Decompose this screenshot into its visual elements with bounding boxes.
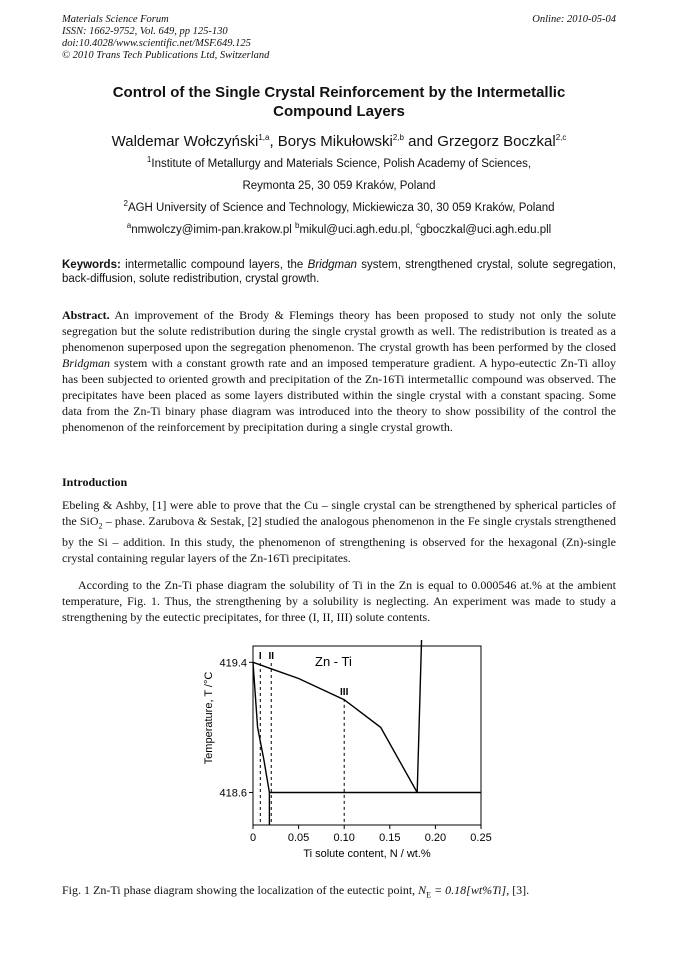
x-tick-label: 0.15 — [379, 832, 401, 844]
title-line-2: Compound Layers — [273, 103, 405, 120]
abstract-italic: Bridgman — [62, 356, 110, 370]
paper-title — [62, 83, 616, 121]
keywords-italic: Bridgman — [307, 259, 357, 271]
x-tick-label: 0.05 — [287, 832, 310, 844]
figure-caption — [62, 883, 529, 899]
email-b[interactable]: mikul@uci.agh.edu.pl, — [299, 224, 416, 236]
author-list — [62, 133, 616, 150]
email-c[interactable]: gboczkal@uci.agh.edu.pll — [419, 224, 552, 236]
x-axis-label: Ti solute content, N / wt.% — [303, 848, 431, 860]
author-1-sup: 1,a — [258, 133, 270, 142]
marker-label: III — [340, 686, 349, 698]
keywords-text-b: system, strengthened crystal, solute segregation, back-diffusion, solute redistribution, crystal growth. — [62, 259, 616, 285]
caption-text: Fig. 1 Zn-Ti phase diagram showing the localization of the eutectic point, — [62, 883, 419, 897]
aff2-text: AGH University of Science and Technology, Mickiewicza 30, 30 059 Kraków, Poland — [127, 202, 555, 214]
caption-eq-rest: = 0.18[wt%Ti] — [431, 883, 507, 897]
caption-eq-sub: E — [426, 890, 432, 900]
section-heading-introduction: Introduction — [62, 475, 128, 489]
marker-label: II — [268, 651, 275, 663]
email-line — [62, 221, 616, 236]
online-date: Online: 2010-05-04 — [532, 14, 616, 25]
x-tick-label: 0.25 — [470, 832, 492, 844]
aff2-sup: 2 — [123, 199, 128, 209]
y-axis-label: Temperature, T /°C — [203, 671, 215, 765]
journal-name: Materials Science Forum — [62, 14, 169, 25]
y-tick-label: 418.6 — [219, 787, 247, 800]
intro-paragraph-2: According to the Zn-Ti phase diagram the solubility of Ti in the Zn is equal to 0.000546 at.% at the ambient temperature, Fig. 1. Thus, the strengthening by a solubility is neglecting. An experiment was made to study a strengthening by the eutectic precipitates, for three (I, II, III) solute contents. — [62, 578, 616, 624]
keywords-label: Keywords: — [62, 259, 121, 271]
aff1-sup: 1 — [146, 155, 152, 165]
email-a[interactable]: nmwolczy@imim-pan.krakow.pl — [131, 224, 292, 236]
intro-paragraph-1 — [62, 497, 616, 566]
marker-label: I — [258, 651, 262, 663]
author-1: Waldemar Wołczyński — [111, 133, 259, 150]
issn-line: ISSN: 1662-9752, Vol. 649, pp 125-130 — [62, 26, 228, 37]
email-b-sup: b — [295, 221, 300, 231]
email-a-sup: a — [126, 221, 132, 231]
affiliation-1-address: Reymonta 25, 30 059 Kraków, Poland — [242, 180, 436, 192]
x-tick-label: 0 — [249, 832, 257, 844]
plot-area — [219, 640, 491, 844]
p1-sub: 2 — [98, 521, 103, 531]
plot-frame — [253, 646, 481, 825]
abstract-text-2: system with a constant growth rate and an imposed temperature gradient. A hypo-eutectic Zn-Ti alloy has been subjected to oriented growth and precipitation of the Zn-16Ti intermetallic compound was observed. The precipitates have been placed as some layers distributed within the single crystal with a constant spacing. Some data from the Zn-Ti binary phase diagram was introduced into the theory to show possibility of the control the phenomenon of the reinforcement by precipitation during a single crystal growth. — [62, 356, 616, 434]
y-tick-label: 419.4 — [219, 657, 247, 670]
series-line — [253, 662, 269, 792]
aff1-text: Institute of Metallurgy and Materials Science, Polish Academy of Sciences, — [151, 158, 532, 170]
p1-text-a: Ebeling & Ashby, [1] were able to prove that the Cu – single crystal can be strengthened by spherical particles of the SiO — [62, 498, 616, 528]
x-tick-label: 0.20 — [424, 832, 447, 844]
phase-diagram-chart — [190, 640, 500, 870]
author-2-sup: 2,b — [392, 133, 404, 142]
x-tick-label: 0.10 — [333, 832, 355, 844]
keywords-text-a: intermetallic compound layers, the — [120, 259, 308, 271]
author-2: , Borys Mikułowski — [269, 133, 393, 150]
email-c-sup: c — [415, 221, 420, 231]
abstract-label: Abstract. — [62, 308, 110, 322]
series-line — [253, 662, 417, 792]
caption-eq-n: N — [418, 883, 427, 897]
doi-line: doi:10.4028/www.scientific.net/MSF.649.125 — [62, 38, 251, 49]
chart-title: Zn - Ti — [315, 654, 352, 669]
keywords — [62, 258, 616, 286]
abstract-text-1: An improvement of the Brody & Flemings theory has been proposed to study not only the solute segregation but the solute redistribution during the single crystal growth as well. The redistribution is treated as a phenomenon superposed upon the segregation phenomenon. The crystal growth has been performed by the closed — [62, 308, 616, 354]
affiliation-2 — [62, 199, 616, 214]
caption-suffix: , [3]. — [506, 883, 530, 897]
title-line-1: Control of the Single Crystal Reinforcement by the Intermetallic — [112, 84, 566, 101]
author-3: and Grzegorz Boczkal — [403, 133, 556, 150]
p1-text-b: – phase. Zarubova & Sestak, [2] studied the analogous phenomenon in the Fe single crystals strengthened by the Si – addition. In this study, the phenomenon of strengthening is observed for the hexagonal (Zn)-single crystal containing regular layers of the Zn-16Ti precipitates. — [62, 514, 616, 566]
journal-header — [62, 14, 269, 62]
author-3-sup: 2,c — [555, 133, 567, 142]
series-line — [417, 640, 422, 793]
copyright-line: © 2010 Trans Tech Publications Ltd, Switzerland — [62, 50, 270, 61]
abstract — [62, 307, 616, 435]
affiliation-1 — [62, 155, 616, 170]
